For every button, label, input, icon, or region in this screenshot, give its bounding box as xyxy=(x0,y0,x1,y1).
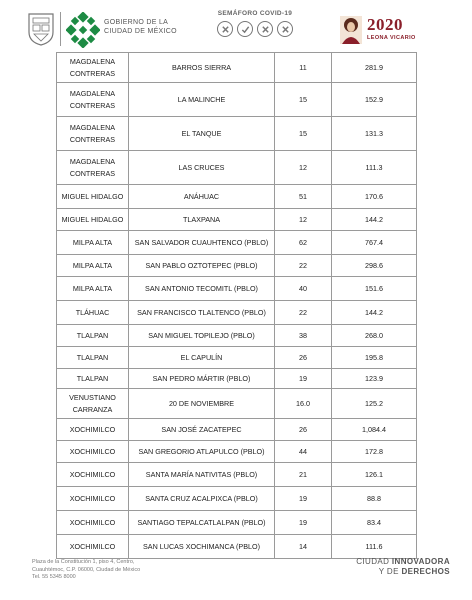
table-row xyxy=(57,231,417,255)
traffic-light-x-icon xyxy=(257,21,273,37)
cell-colonia: SAN LUCAS XOCHIMANCA (PBLO) xyxy=(129,535,275,559)
footer-slogan xyxy=(356,557,450,577)
table-row xyxy=(57,463,417,487)
semaforo-lights xyxy=(210,21,300,37)
cell-tasa: 268.0 xyxy=(332,325,417,347)
table-row xyxy=(57,369,417,389)
address-line-2: Cuauhtémoc, C.P. 06000, Ciudad de México xyxy=(32,566,141,573)
cell-colonia: SANTA MARÍA NATIVITAS (PBLO) xyxy=(129,463,275,487)
cell-alcaldia: MIGUEL HIDALGO xyxy=(57,185,129,209)
cell-colonia: SAN JOSÉ ZACATEPEC xyxy=(129,419,275,441)
cell-casos: 12 xyxy=(275,209,332,231)
cell-casos: 19 xyxy=(275,511,332,535)
table-row xyxy=(57,325,417,347)
cell-colonia: SAN GREGORIO ATLAPULCO (PBLO) xyxy=(129,441,275,463)
cell-casos: 19 xyxy=(275,369,332,389)
cell-alcaldia: XOCHIMILCO xyxy=(57,463,129,487)
traffic-light-x-icon xyxy=(277,21,293,37)
year-2020-logo xyxy=(340,16,450,46)
cell-alcaldia: XOCHIMILCO xyxy=(57,419,129,441)
cell-tasa: 151.6 xyxy=(332,277,417,301)
cell-casos: 26 xyxy=(275,419,332,441)
cell-alcaldia: TLÁHUAC xyxy=(57,301,129,325)
cell-colonia: TLAXPANA xyxy=(129,209,275,231)
colonias-table xyxy=(56,52,417,559)
gov-wordmark xyxy=(104,18,177,36)
cell-colonia: SAN PABLO OZTOTEPEC (PBLO) xyxy=(129,255,275,277)
cell-tasa: 170.6 xyxy=(332,185,417,209)
cell-alcaldia: TLALPAN xyxy=(57,325,129,347)
cell-tasa: 195.8 xyxy=(332,347,417,369)
cell-colonia: SANTA CRUZ ACALPIXCA (PBLO) xyxy=(129,487,275,511)
cell-colonia: 20 DE NOVIEMBRE xyxy=(129,389,275,419)
table-row xyxy=(57,209,417,231)
address-line-1: Plaza de la Constitución 1, piso 4, Centro, xyxy=(32,559,135,565)
cell-casos: 44 xyxy=(275,441,332,463)
cell-alcaldia: TLALPAN xyxy=(57,369,129,389)
cell-tasa: 767.4 xyxy=(332,231,417,255)
cell-casos: 51 xyxy=(275,185,332,209)
cell-colonia: SAN PEDRO MÁRTIR (PBLO) xyxy=(129,369,275,389)
table-row xyxy=(57,255,417,277)
cell-alcaldia: MAGDALENA CONTRERAS xyxy=(57,53,129,83)
cell-alcaldia: TLALPAN xyxy=(57,347,129,369)
table-row xyxy=(57,117,417,151)
cell-alcaldia: MAGDALENA CONTRERAS xyxy=(57,83,129,117)
cell-casos: 15 xyxy=(275,117,332,151)
cell-colonia: SANTIAGO TEPALCATLALPAN (PBLO) xyxy=(129,511,275,535)
year-text: 2020 xyxy=(367,15,403,34)
table-row xyxy=(57,419,417,441)
cell-casos: 40 xyxy=(275,277,332,301)
table-row xyxy=(57,83,417,117)
gov-line-1: GOBIERNO DE LA xyxy=(104,19,169,26)
cell-tasa: 88.8 xyxy=(332,487,417,511)
cell-colonia: SAN FRANCISCO TLALTENCO (PBLO) xyxy=(129,301,275,325)
cell-tasa: 83.4 xyxy=(332,511,417,535)
cell-alcaldia: XOCHIMILCO xyxy=(57,487,129,511)
cell-tasa: 111.3 xyxy=(332,151,417,185)
cell-alcaldia: XOCHIMILCO xyxy=(57,535,129,559)
cell-colonia: LAS CRUCES xyxy=(129,151,275,185)
cell-casos: 12 xyxy=(275,151,332,185)
cell-casos: 14 xyxy=(275,535,332,559)
table-row xyxy=(57,277,417,301)
slogan-line-2: Y DE DERECHOS xyxy=(378,567,450,576)
year-subtitle: LEONA VICARIO xyxy=(367,35,416,41)
table-row xyxy=(57,185,417,209)
cell-tasa: 125.2 xyxy=(332,389,417,419)
header-divider xyxy=(60,12,61,46)
cell-colonia: ANÁHUAC xyxy=(129,185,275,209)
cell-alcaldia: MAGDALENA CONTRERAS xyxy=(57,151,129,185)
gov-cross-logo-icon xyxy=(66,12,100,48)
cell-alcaldia: XOCHIMILCO xyxy=(57,441,129,463)
semaforo-covid xyxy=(210,10,300,37)
cell-colonia: SAN ANTONIO TECOMITL (PBLO) xyxy=(129,277,275,301)
table-row xyxy=(57,389,417,419)
table-row xyxy=(57,151,417,185)
cell-casos: 22 xyxy=(275,255,332,277)
cell-alcaldia: MILPA ALTA xyxy=(57,231,129,255)
page-header xyxy=(0,0,472,54)
cell-tasa: 1,084.4 xyxy=(332,419,417,441)
cell-casos: 26 xyxy=(275,347,332,369)
cell-alcaldia: XOCHIMILCO xyxy=(57,511,129,535)
colonias-table-container xyxy=(56,52,416,559)
table-row xyxy=(57,487,417,511)
cell-colonia: BARROS SIERRA xyxy=(129,53,275,83)
cell-tasa: 144.2 xyxy=(332,209,417,231)
cell-casos: 16.0 xyxy=(275,389,332,419)
cell-tasa: 172.8 xyxy=(332,441,417,463)
cell-colonia: SAN SALVADOR CUAUHTENCO (PBLO) xyxy=(129,231,275,255)
cell-tasa: 131.3 xyxy=(332,117,417,151)
cell-alcaldia: MILPA ALTA xyxy=(57,277,129,301)
cell-casos: 15 xyxy=(275,83,332,117)
traffic-light-x-icon xyxy=(217,21,233,37)
cell-colonia: SAN MIGUEL TOPILEJO (PBLO) xyxy=(129,325,275,347)
cell-colonia: EL CAPULÍN xyxy=(129,347,275,369)
cell-casos: 19 xyxy=(275,487,332,511)
cell-tasa: 281.9 xyxy=(332,53,417,83)
traffic-light-check-icon xyxy=(237,21,253,37)
table-row xyxy=(57,441,417,463)
cell-tasa: 298.6 xyxy=(332,255,417,277)
leona-vicario-portrait-icon xyxy=(340,16,362,44)
cell-tasa: 123.9 xyxy=(332,369,417,389)
cell-casos: 11 xyxy=(275,53,332,83)
shield-icon xyxy=(26,12,56,46)
cell-casos: 22 xyxy=(275,301,332,325)
footer-address xyxy=(32,559,140,582)
table-row xyxy=(57,347,417,369)
table-row xyxy=(57,53,417,83)
semaforo-title: SEMÁFORO COVID-19 xyxy=(217,10,293,17)
cell-tasa: 152.9 xyxy=(332,83,417,117)
cell-casos: 38 xyxy=(275,325,332,347)
cell-casos: 21 xyxy=(275,463,332,487)
cell-casos: 62 xyxy=(275,231,332,255)
address-phone: Tel. 55 5345 8000 xyxy=(32,574,76,580)
slogan-line-1: CIUDAD INNOVADORA xyxy=(356,557,450,566)
cell-tasa: 144.2 xyxy=(332,301,417,325)
cell-tasa: 126.1 xyxy=(332,463,417,487)
table-row xyxy=(57,511,417,535)
cell-alcaldia: VENUSTIANO CARRANZA xyxy=(57,389,129,419)
cell-alcaldia: MILPA ALTA xyxy=(57,255,129,277)
cell-alcaldia: MIGUEL HIDALGO xyxy=(57,209,129,231)
cell-colonia: EL TANQUE xyxy=(129,117,275,151)
table-row xyxy=(57,535,417,559)
cell-alcaldia: MAGDALENA CONTRERAS xyxy=(57,117,129,151)
cell-colonia: LA MALINCHE xyxy=(129,83,275,117)
cell-tasa: 111.6 xyxy=(332,535,417,559)
gov-line-2: CIUDAD DE MÉXICO xyxy=(104,28,177,35)
table-row xyxy=(57,301,417,325)
